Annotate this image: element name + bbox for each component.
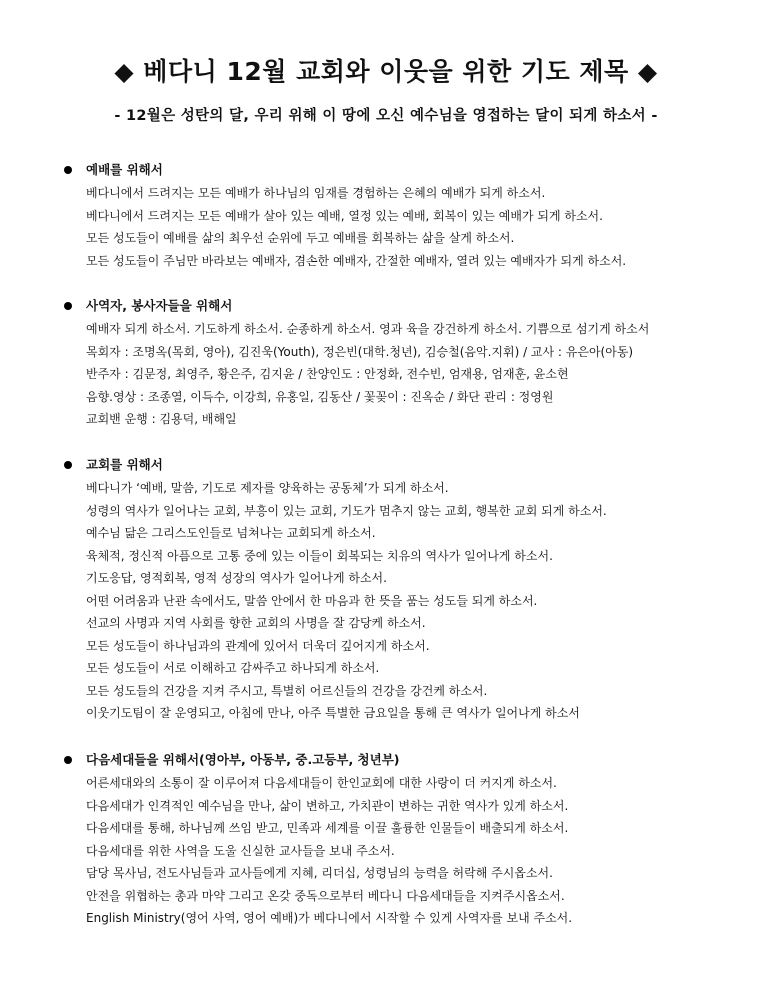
section-ministers [0, 296, 772, 431]
prayer-line: 모든 성도들이 서로 이해하고 감싸주고 하나되게 하소서. [86, 661, 380, 675]
prayer-line: 모든 성도들이 하나님과의 관계에 있어서 더욱더 깊어지게 하소서. [86, 638, 430, 653]
bullet-icon [64, 461, 72, 469]
page-subtitle: - 12월은 성탄의 달, 우리 위해 이 땅에 오신 예수님을 영접하는 달이 되게 하소서 - [114, 108, 658, 124]
prayer-line: 베다니에서 드려지는 모든 예배가 하나님의 임재를 경험하는 은혜의 예배가 되게 하소서. [86, 186, 546, 200]
prayer-line: 반주자 : 김문정, 최영주, 황은주, 김지윤 / 찬양인도 : 안정화, 전수빈, 엄재용, 엄재훈, 윤소현 [86, 367, 569, 381]
prayer-line: 다음세대를 위한 사역을 도울 신실한 교사들을 보내 주소서. [86, 843, 395, 858]
prayer-line: 목회자 : 조명옥(목회, 영아), 김진욱(Youth), 정은빈(대학.청년), 김승철(음악.지휘) / 교사 : 유은아(아동) [86, 344, 634, 359]
bullet-icon [64, 302, 72, 310]
bullet-icon [64, 756, 72, 764]
prayer-line: 교회밴 운행 : 김용덕, 배해일 [86, 412, 237, 426]
section-heading: 예배를 위해서 [86, 162, 163, 177]
section-heading: 교회를 위해서 [86, 457, 163, 472]
section-church [0, 455, 772, 725]
prayer-line: 어떤 어려움과 난관 속에서도, 말씀 안에서 한 마음과 한 뜻을 품는 성도들 되게 하소서. [86, 593, 538, 608]
section-heading: 사역자, 봉사자들을 위해서 [86, 298, 233, 313]
prayer-line: 육체적, 정신적 아픔으로 고통 중에 있는 이들이 회복되는 치유의 역사가 일어나게 하소서. [86, 548, 553, 563]
prayer-line: 담당 목사님, 전도사님들과 교사들에게 지혜, 리더십, 성령님의 능력을 허락해 주시옵소서. [86, 866, 553, 880]
prayer-line: 기도응답, 영적회복, 영적 성장의 역사가 일어나게 하소서. [86, 571, 387, 585]
section-worship [0, 160, 772, 272]
section-heading: 다음세대들을 위해서(영아부, 아동부, 중.고등부, 청년부) [86, 752, 400, 767]
page-title: ◆ 베다니 12월 교회와 이웃을 위한 기도 제목 ◆ [114, 57, 658, 86]
prayer-line: 이웃기도팀이 잘 운영되고, 아침에 만나, 아주 특별한 금요일을 통해 큰 역사가 일어나게 하소서 [86, 706, 580, 720]
prayer-line: 성령의 역사가 일어나는 교회, 부흥이 있는 교회, 기도가 멈추지 않는 교회, 행복한 교회 되게 하소서. [86, 503, 607, 518]
prayer-line: 예수님 닮은 그리스도인들로 넘쳐나는 교회되게 하소서. [86, 526, 376, 540]
prayer-line: English Ministry(영어 사역, 영어 예배)가 베다니에서 시작할 수 있게 사역자를 보내 주소서. [86, 911, 573, 925]
section-next-generation [0, 750, 772, 930]
prayer-line: 다음세대를 통해, 하나님께 쓰임 받고, 민족과 세계를 이끌 훌륭한 인물들이 배출되게 하소서. [86, 821, 569, 835]
prayer-line: 베다니가 ‘예배, 말씀, 기도로 제자를 양육하는 공동체’가 되게 하소서. [86, 481, 449, 495]
prayer-line: 베다니에서 드려지는 모든 예배가 살아 있는 예배, 열정 있는 예배, 회복이 있는 예배가 되게 하소서. [86, 208, 603, 223]
prayer-line: 안전을 위협하는 총과 마약 그리고 온갖 중독으로부터 베다니 다음세대들을 지켜주시옵소서. [86, 888, 565, 903]
prayer-line: 어른세대와의 소통이 잘 이루어져 다음세대들이 한인교회에 대한 사랑이 더 커지게 하소서. [86, 776, 557, 790]
prayer-line: 선교의 사명과 지역 사회를 향한 교회의 사명을 잘 감당케 하소서. [86, 616, 426, 630]
bullet-icon [64, 166, 72, 174]
prayer-line: 모든 성도들의 건강을 지켜 주시고, 특별히 어르신들의 건강을 강건케 하소서. [86, 683, 488, 698]
prayer-line: 다음세대가 인격적인 예수님을 만나, 삶이 변하고, 가치관이 변하는 귀한 역사가 있게 하소서. [86, 798, 569, 813]
prayer-line: 예배자 되게 하소서. 기도하게 하소서. 순종하게 하소서. 영과 육을 강건하게 하소서. 기쁨으로 섬기게 하소서 [86, 322, 650, 336]
prayer-line: 모든 성도들이 주님만 바라보는 예배자, 겸손한 예배자, 간절한 예배자, 열려 있는 예배자가 되게 하소서. [86, 253, 627, 268]
prayer-line: 모든 성도들이 예배를 삶의 최우선 순위에 두고 예배를 회복하는 삶을 살게 하소서. [86, 231, 515, 245]
prayer-line: 음향.영상 : 조종열, 이득수, 이강희, 유홍일, 김동산 / 꽃꽂이 : 진옥순 / 화단 관리 : 정영원 [86, 389, 554, 404]
